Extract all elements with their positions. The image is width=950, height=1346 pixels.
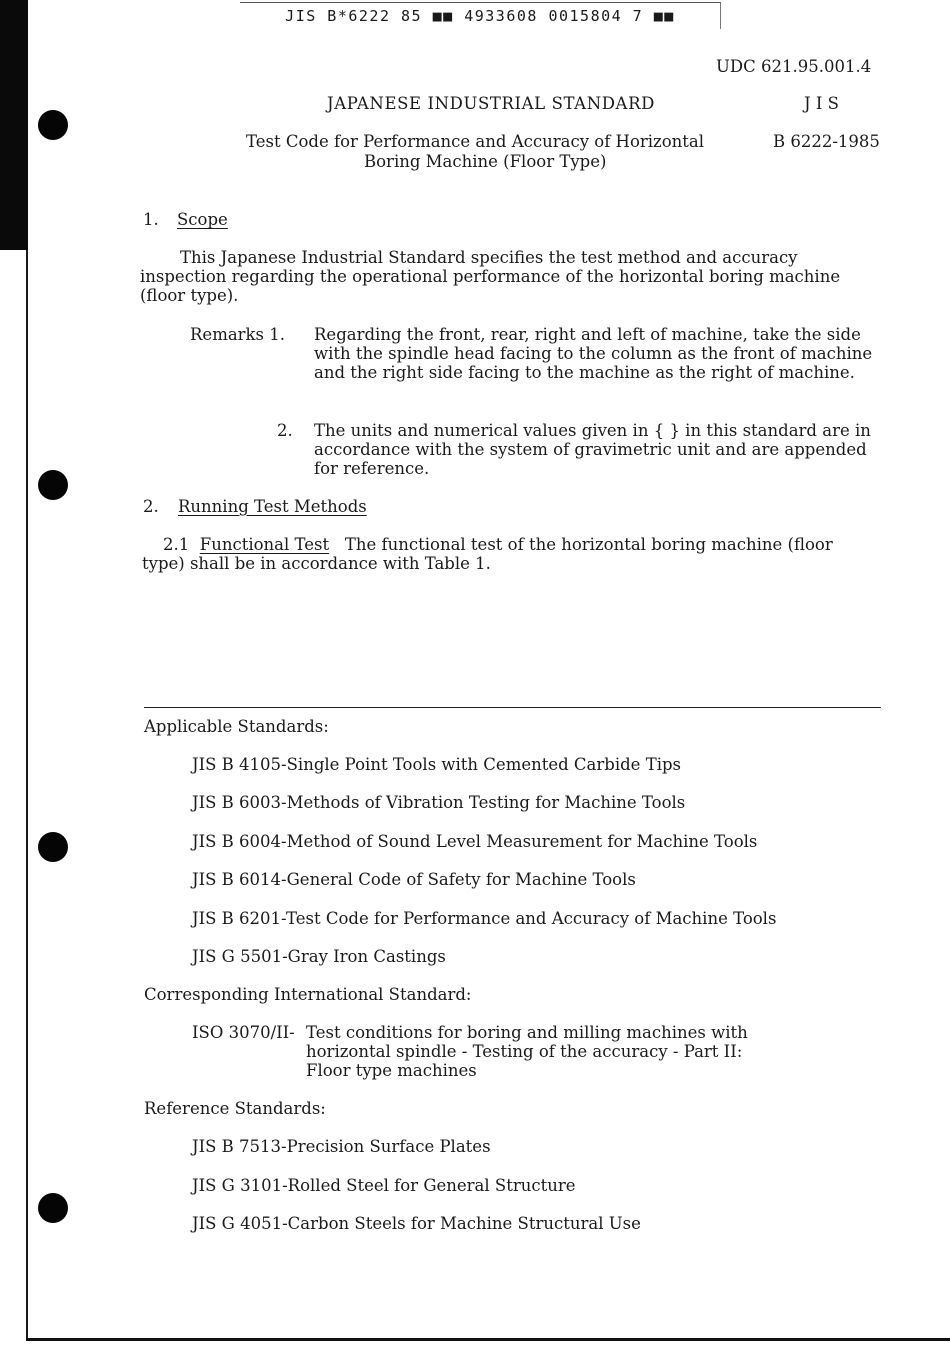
applicable-standards-heading: Applicable Standards: xyxy=(144,717,329,736)
reference-standard-item: JIS B 7513-Precision Surface Plates xyxy=(192,1137,491,1156)
document-title-line2: Boring Machine (Floor Type) xyxy=(364,152,607,171)
section-1-number: 1. xyxy=(143,210,159,229)
iso-title-line2: horizontal spindle - Testing of the accuracy - Part II: xyxy=(306,1042,743,1061)
document-title-line1: Test Code for Performance and Accuracy of Horizontal xyxy=(246,132,705,151)
reference-standards-heading: Reference Standards: xyxy=(144,1099,326,1118)
applicable-standard-item: JIS G 5501-Gray Iron Castings xyxy=(192,947,446,966)
iso-title-line1: Test conditions for boring and milling machines with xyxy=(306,1023,748,1042)
international-standard-heading: Corresponding International Standard: xyxy=(144,985,472,1004)
applicable-standard-item: JIS B 6014-General Code of Safety for Machine Tools xyxy=(192,870,636,889)
section-2-number: 2. xyxy=(143,497,159,516)
document-number: B 6222-1985 xyxy=(773,132,880,151)
punch-hole xyxy=(38,110,68,140)
scan-edge-bar xyxy=(0,0,28,250)
subsection-number: 2.1 xyxy=(163,535,190,554)
applicable-standard-item: JIS B 6003-Methods of Vibration Testing for Machine Tools xyxy=(192,793,686,812)
jis-mark: J I S xyxy=(804,94,839,113)
scope-paragraph: This Japanese Industrial Standard specifies the test method and accuracy inspection regarding the operational performance of the horizontal boring machine (floor type). xyxy=(140,248,841,305)
iso-title-line3: Floor type machines xyxy=(306,1061,477,1080)
applicable-standard-item: JIS B 6004-Method of Sound Level Measurement for Machine Tools xyxy=(192,832,758,851)
udc-number: UDC 621.95.001.4 xyxy=(716,57,872,76)
punch-hole xyxy=(38,832,68,862)
header-code: JIS B*6222 85 ■■ 4933608 0015804 7 ■■ xyxy=(240,2,721,29)
remarks-label: Remarks 1. xyxy=(190,325,286,344)
subsection-text: The functional test of the horizontal boring machine (floor type) shall be in accordance with Table 1. xyxy=(142,535,833,573)
section-2-1-paragraph xyxy=(142,535,870,573)
iso-code: ISO 3070/II- xyxy=(192,1023,295,1042)
remark-2-number: 2. xyxy=(277,421,293,440)
reference-standard-item: JIS G 3101-Rolled Steel for General Structure xyxy=(192,1176,576,1195)
reference-standard-item: JIS G 4051-Carbon Steels for Machine Structural Use xyxy=(192,1214,641,1233)
applicable-standard-item: JIS B 6201-Test Code for Performance and Accuracy of Machine Tools xyxy=(192,909,777,928)
subsection-title: Functional Test xyxy=(199,535,330,554)
scan-bottom-edge xyxy=(26,1338,950,1341)
footnote-divider xyxy=(144,707,881,708)
scan-edge-line xyxy=(26,250,28,1340)
section-2-title: Running Test Methods xyxy=(178,497,367,516)
punch-hole xyxy=(38,1193,68,1223)
punch-hole xyxy=(38,470,68,500)
remark-2: The units and numerical values given in { } in this standard are in accordance with the system of gravimetric unit and are appended for reference. xyxy=(314,421,871,478)
remark-1: Regarding the front, rear, right and left of machine, take the side with the spindle head facing to the column as the front of machine and the right side facing to the machine as the right of machine. xyxy=(314,325,873,382)
standard-title: JAPANESE INDUSTRIAL STANDARD xyxy=(327,94,655,113)
section-1-title: Scope xyxy=(177,210,228,229)
applicable-standard-item: JIS B 4105-Single Point Tools with Cemented Carbide Tips xyxy=(192,755,682,774)
